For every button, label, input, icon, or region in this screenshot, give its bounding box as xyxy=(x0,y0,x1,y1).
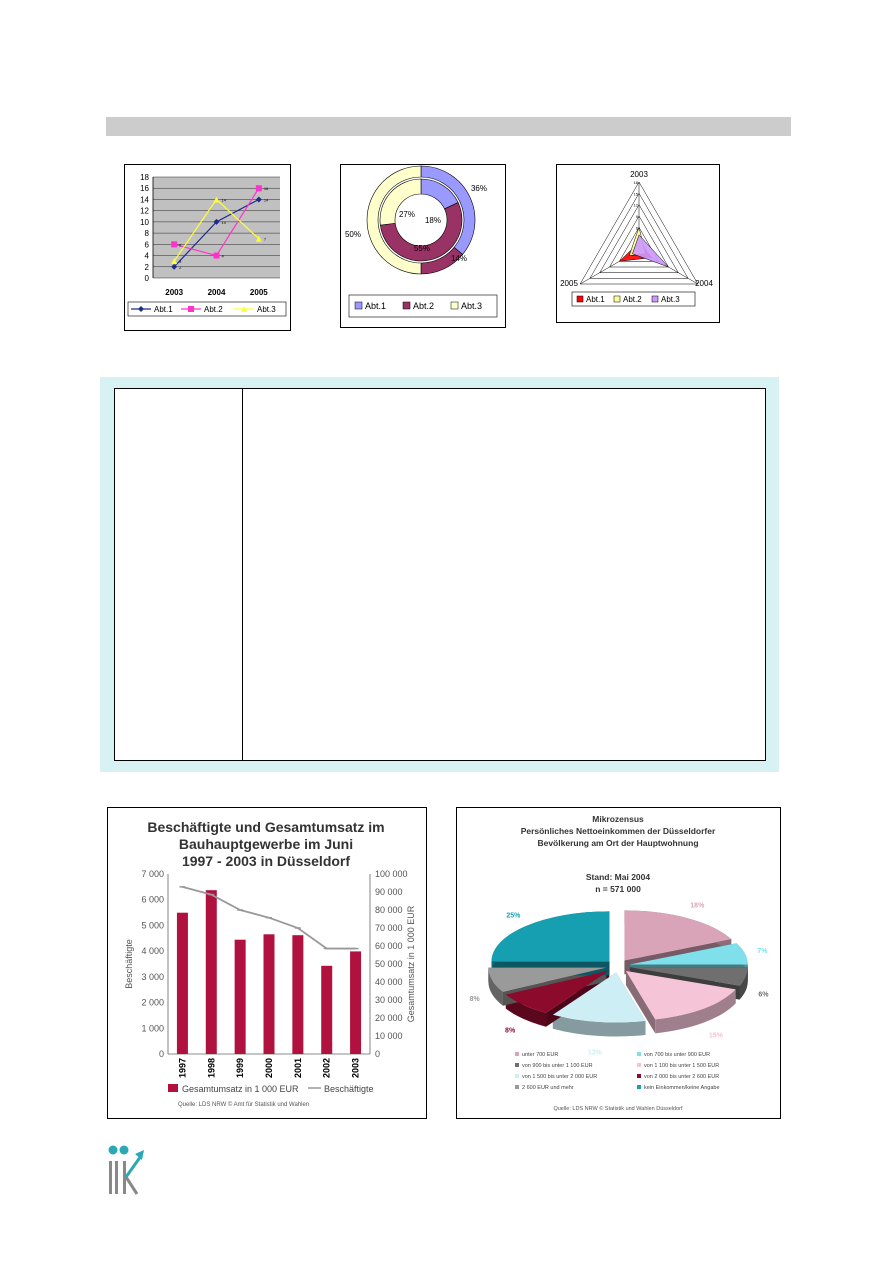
legend-label-bar: Gesamtumsatz in 1 000 EUR xyxy=(182,1084,299,1094)
data-label: 4 xyxy=(221,253,224,259)
right-tick-label: 80 000 xyxy=(375,905,403,915)
legend-swatch xyxy=(403,302,410,309)
radar-axis-label: 2003 xyxy=(630,170,648,179)
legend-label: von 700 bis unter 900 EUR xyxy=(644,1052,711,1058)
slice-pct-label: 25% xyxy=(506,912,521,920)
legend-label: Abt.2 xyxy=(204,305,223,314)
data-label: 6 xyxy=(179,242,182,248)
radar-axis-label: 2004 xyxy=(695,279,713,288)
slice-pct-label: 18% xyxy=(690,902,705,910)
legend-label: unter 700 EUR xyxy=(522,1052,559,1058)
legend-swatch xyxy=(614,296,620,302)
bar-1999 xyxy=(235,940,246,1054)
x-tick-label: 2003 xyxy=(165,288,184,297)
y-tick-label: 0 xyxy=(144,274,149,283)
right-tick-label: 100 000 xyxy=(375,869,408,879)
x-tick-label: 1997 xyxy=(177,1058,188,1079)
right-axis-label: Gesamtumsatz in 1 000 EUR xyxy=(406,905,416,1023)
x-tick-label: 2001 xyxy=(292,1058,303,1079)
legend-label-line: Beschäftigte xyxy=(324,1084,374,1094)
legend-swatch xyxy=(515,1063,519,1067)
doughnut-chart-panel xyxy=(340,164,506,328)
x-tick-label: 1999 xyxy=(235,1058,246,1079)
legend-swatch xyxy=(355,302,362,309)
bar-1998 xyxy=(206,890,217,1054)
slice-pct-label: 7% xyxy=(757,948,768,956)
bar-2003 xyxy=(350,951,361,1054)
y-tick-label: 18 xyxy=(140,173,149,182)
y-tick-label: 16 xyxy=(140,184,149,194)
legend-swatch xyxy=(451,302,458,309)
left-tick-label: 5 000 xyxy=(141,920,164,931)
left-tick-label: 3 000 xyxy=(141,971,164,982)
left-tick-label: 4 000 xyxy=(141,946,164,957)
legend-swatch xyxy=(652,296,658,302)
x-tick-label: 2005 xyxy=(249,288,268,297)
employment-chart xyxy=(108,808,426,1118)
legend-label: Abt.3 xyxy=(461,301,483,311)
legend-swatch xyxy=(515,1085,519,1089)
left-tick-label: 1 000 xyxy=(141,1023,164,1034)
bar-2001 xyxy=(292,935,303,1054)
chart-title-line: Bevölkerung am Ort der Hauptwohnung xyxy=(537,838,699,848)
y-tick-label: 12 xyxy=(140,206,149,216)
slice-pct-label: 6% xyxy=(758,991,769,999)
chart-title-line: Bauhauptgewerbe im Juni xyxy=(178,836,354,852)
data-label: 3 xyxy=(179,259,182,265)
data-label: 14 xyxy=(263,197,269,203)
legend-swatch xyxy=(577,296,583,302)
legend-label: Abt.1 xyxy=(365,301,387,311)
legend-marker xyxy=(188,306,194,312)
table-column-divider xyxy=(242,389,243,760)
legend-label: von 900 bis unter 1 100 EUR xyxy=(522,1063,593,1069)
right-tick-label: 50 000 xyxy=(375,959,403,969)
slice-label: 18% xyxy=(424,216,442,225)
income-chart-panel xyxy=(456,807,781,1119)
left-tick-label: 7 000 xyxy=(141,869,164,879)
right-tick-label: 70 000 xyxy=(375,923,403,933)
x-tick-label: 2004 xyxy=(207,288,226,297)
slice-label: 36% xyxy=(470,184,488,193)
y-tick-label: 8 xyxy=(144,229,149,239)
radar-tick: 15 xyxy=(633,191,638,197)
legend-swatch xyxy=(637,1052,641,1056)
y-tick-label: 2 xyxy=(144,262,149,272)
chart-title-line: Mikrozensus xyxy=(592,814,644,824)
slice-pct-label: 13% xyxy=(587,1049,602,1057)
slice-label: 50% xyxy=(344,230,362,239)
chart-title-line: Persönliches Nettoeinkommen der Düsseldorfer xyxy=(520,826,716,836)
line-chart-panel xyxy=(124,164,291,331)
slice-label: 27% xyxy=(398,210,416,219)
data-point xyxy=(171,241,177,247)
data-point xyxy=(214,253,220,259)
x-tick-label: 1998 xyxy=(206,1058,217,1079)
legend-label: Abt.3 xyxy=(661,295,680,304)
chart-source: Quelle: LDS NRW © Statistik und Wahlen Düsseldorf xyxy=(553,1106,683,1112)
data-label: 7 xyxy=(263,236,267,242)
y-tick-label: 6 xyxy=(144,240,149,250)
data-label: 10 xyxy=(221,219,226,225)
data-label: 2 xyxy=(179,264,182,270)
legend-label: Abt.2 xyxy=(413,301,435,311)
legend-swatch-bar xyxy=(168,1084,178,1092)
legend-swatch xyxy=(515,1074,519,1078)
left-axis-label: Beschäftigte xyxy=(124,939,134,989)
legend-label: von 1 100 bis unter 1 500 EUR xyxy=(644,1063,720,1069)
empty-table xyxy=(114,388,766,761)
line-chart xyxy=(125,165,290,330)
x-tick-label: 2002 xyxy=(321,1058,332,1079)
radar-series-Abt.3 xyxy=(632,235,668,267)
slice-pct-label: 8% xyxy=(505,1027,516,1035)
legend-label: Abt.1 xyxy=(154,305,173,314)
chart-title-line: 1997 - 2003 in Düsseldorf xyxy=(181,853,351,869)
logo-icon xyxy=(107,1144,147,1196)
y-tick-label: 14 xyxy=(140,195,149,205)
chart-source: Quelle: LDS NRW © Amt für Statistik und Wahlen xyxy=(178,1102,310,1108)
section-header-bar xyxy=(106,117,791,136)
x-tick-label: 2003 xyxy=(350,1058,361,1079)
right-tick-label: 40 000 xyxy=(375,977,403,987)
chart-subtitle-line: n = 571 000 xyxy=(595,884,641,894)
legend-label: von 1 500 bis unter 2 000 EUR xyxy=(522,1074,598,1080)
legend-swatch xyxy=(637,1063,641,1067)
income-chart xyxy=(457,808,780,1118)
legend-label: Abt.3 xyxy=(257,305,276,314)
radar-axis-label: 2005 xyxy=(560,279,578,288)
doughnut-chart xyxy=(341,165,505,327)
legend-label: von 2 000 bis unter 2 600 EUR xyxy=(644,1074,720,1080)
company-logo xyxy=(107,1144,147,1196)
legend-swatch xyxy=(637,1074,641,1078)
left-tick-label: 0 xyxy=(158,1049,164,1059)
slice-pct-label: 8% xyxy=(469,996,480,1004)
radar-chart xyxy=(557,165,719,322)
employment-chart-panel xyxy=(107,807,427,1119)
right-tick-label: 20 000 xyxy=(375,1013,403,1023)
legend-label: Abt.1 xyxy=(586,295,605,304)
legend-label: kein Einkommen/keine Angabe xyxy=(644,1085,720,1091)
radar-tick: 12 xyxy=(633,202,638,208)
radar-tick: 18 xyxy=(633,180,638,185)
left-tick-label: 2 000 xyxy=(141,997,164,1008)
right-tick-label: 90 000 xyxy=(375,887,403,897)
chart-subtitle-line: Stand: Mai 2004 xyxy=(585,872,651,882)
bar-2000 xyxy=(264,934,275,1054)
data-label: 16 xyxy=(263,186,269,192)
radar-tick: 9 xyxy=(635,214,638,219)
legend-swatch xyxy=(515,1052,519,1056)
x-tick-label: 2000 xyxy=(264,1058,274,1079)
legend-label: Abt.2 xyxy=(623,295,642,304)
data-label: 14 xyxy=(221,197,226,203)
legend-label: 2 600 EUR und mehr xyxy=(522,1085,574,1091)
slice-label: 55% xyxy=(413,244,431,253)
data-point xyxy=(256,185,262,191)
right-tick-label: 30 000 xyxy=(375,995,403,1005)
radar-chart-panel xyxy=(556,164,720,323)
left-tick-label: 6 000 xyxy=(141,894,164,905)
y-tick-label: 4 xyxy=(144,251,149,261)
legend-swatch xyxy=(637,1085,641,1089)
radar-tick: 6 xyxy=(635,225,638,231)
bar-1997 xyxy=(177,913,188,1054)
right-tick-label: 10 000 xyxy=(375,1031,403,1041)
y-tick-label: 10 xyxy=(140,217,149,227)
slice-pct-label: 15% xyxy=(708,1032,723,1040)
slice-label: 14% xyxy=(450,254,468,263)
chart-title-line: Beschäftigte und Gesamtumsatz im xyxy=(147,819,385,835)
empty-table-frame xyxy=(100,377,779,772)
right-tick-label: 60 000 xyxy=(375,941,403,951)
bar-2002 xyxy=(321,966,332,1054)
right-tick-label: 0 xyxy=(375,1049,381,1059)
